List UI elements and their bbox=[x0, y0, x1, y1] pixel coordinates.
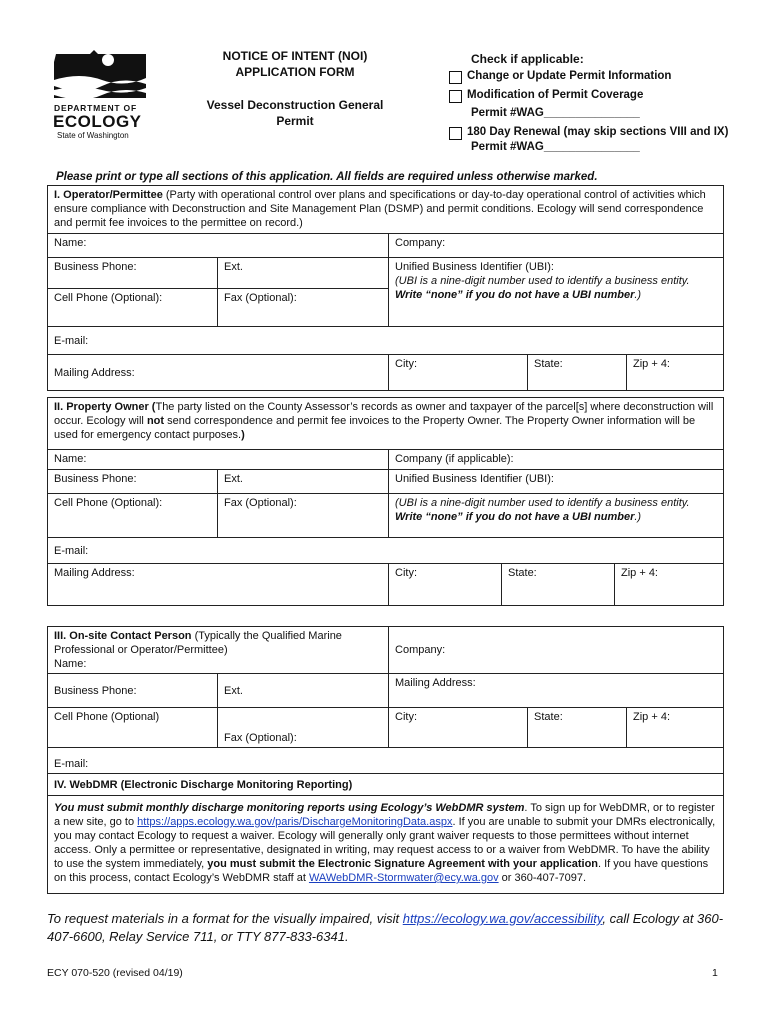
accessibility-link[interactable]: https://ecology.wa.gov/accessibility bbox=[402, 911, 603, 926]
section1-heading-title: I. Operator/Permittee bbox=[54, 189, 163, 201]
onsite-contact-company-field[interactable]: Company: bbox=[389, 627, 724, 674]
owner-fax-field[interactable]: Fax (Optional): bbox=[218, 494, 389, 538]
owner-ubi-end: .) bbox=[634, 511, 642, 523]
owner-business-phone-field[interactable]: Business Phone: bbox=[48, 470, 218, 494]
section1-heading bbox=[48, 186, 724, 234]
onsite-contact-city-field[interactable]: City: bbox=[389, 708, 528, 748]
section2-heading-close: ) bbox=[241, 429, 245, 441]
owner-state-field[interactable]: State: bbox=[502, 564, 615, 606]
modification-label: Modification of Permit Coverage bbox=[467, 89, 644, 101]
logo-name: ECOLOGY bbox=[53, 112, 142, 131]
onsite-contact-email-field[interactable]: E-mail: bbox=[48, 748, 724, 774]
renewal-label: 180 Day Renewal (may skip sections VIII and IX) bbox=[467, 126, 729, 138]
form-subtitle bbox=[205, 97, 385, 129]
form-id: ECY 070-520 (revised 04/19) bbox=[47, 967, 183, 979]
onsite-contact-business-phone-field[interactable]: Business Phone: bbox=[48, 674, 218, 708]
owner-email-field[interactable]: E-mail: bbox=[48, 538, 724, 564]
onsite-contact-zip-field[interactable]: Zip + 4: bbox=[627, 708, 724, 748]
operator-zip-field[interactable]: Zip + 4: bbox=[627, 355, 724, 391]
section3-heading-title: III. On-site Contact Person bbox=[54, 630, 192, 642]
section2-heading-not: not bbox=[146, 415, 165, 427]
section-onsite-contact bbox=[47, 626, 724, 894]
change-permit-option bbox=[449, 70, 671, 84]
webdmr-text-a: . To sign up for WebDMR, or to register a new site, go to bbox=[54, 802, 715, 828]
operator-state-field[interactable]: State: bbox=[528, 355, 627, 391]
modification-option bbox=[449, 89, 643, 103]
owner-ubi-write: Write “none” if you do not have a UBI number bbox=[395, 511, 635, 523]
section-operator-permittee bbox=[47, 185, 724, 391]
renewal-option bbox=[449, 126, 728, 140]
operator-cell-phone-field[interactable]: Cell Phone (Optional): bbox=[48, 289, 218, 327]
section2-heading bbox=[48, 398, 724, 450]
logo-dept: DEPARTMENT OF bbox=[54, 103, 137, 113]
owner-mailing-address-field[interactable]: Mailing Address: bbox=[48, 564, 389, 606]
onsite-contact-name-cell[interactable] bbox=[48, 627, 389, 674]
owner-city-field[interactable]: City: bbox=[389, 564, 502, 606]
form-title bbox=[205, 48, 385, 80]
owner-ubi-note-cell bbox=[389, 494, 724, 538]
page-number: 1 bbox=[712, 967, 718, 979]
permit-wag-field-2[interactable]: Permit #WAG_______________ bbox=[471, 141, 640, 153]
onsite-contact-name-label: Name: bbox=[54, 658, 87, 670]
accessibility-text-a: To request materials in a format for the visually impaired, visit bbox=[47, 911, 403, 926]
section2-heading-text: The party listed on the County Assessor’s records as owner and taxpayer of the parcel[s] where deconstruction will occur. Ecology will bbox=[54, 401, 714, 427]
modification-checkbox[interactable] bbox=[449, 90, 462, 103]
owner-ubi-note: (UBI is a nine-digit number used to identify a business entity. bbox=[395, 497, 690, 509]
form-title-line2: APPLICATION FORM bbox=[235, 65, 355, 79]
operator-fax-field[interactable]: Fax (Optional): bbox=[218, 289, 389, 327]
section4-heading bbox=[48, 774, 724, 796]
section1-heading-text: (Party with operational control over plans and specifications or day-to-day operational control of activities which ensure compliance with Deconstruction and Site Management Plan (DSMP) and permit conditions. Ecology will send correspondence and permit fee invoices to the permittee on record.) bbox=[54, 189, 706, 229]
section2-heading-title: II. Property Owner ( bbox=[54, 401, 156, 413]
instructions: Please print or type all sections of this application. All fields are required unless otherwise marked. bbox=[56, 171, 598, 183]
owner-name-field[interactable]: Name: bbox=[48, 450, 389, 470]
section-property-owner bbox=[47, 397, 724, 606]
operator-name-field[interactable]: Name: bbox=[48, 234, 389, 258]
webdmr-text-b: . If you are unable to submit your DMRs electronically, you may contact Ecology to request a waiver. Ecology will generally only grant waiver requests to those permittees without internet access. Only a permittee or representative, designated in writing, may request access to or a waiver from WebDMR. To have the ability to use the system immediately, bbox=[54, 816, 716, 870]
operator-ubi-field[interactable] bbox=[389, 258, 724, 327]
owner-cell-phone-field[interactable]: Cell Phone (Optional): bbox=[48, 494, 218, 538]
onsite-contact-state-field[interactable]: State: bbox=[528, 708, 627, 748]
webdmr-email-link[interactable]: WAWebDMR-Stormwater@ecy.wa.gov bbox=[308, 872, 499, 884]
form-title-line1: NOTICE OF INTENT (NOI) bbox=[222, 49, 368, 63]
webdmr-must-submit: You must submit monthly discharge monitoring reports using Ecology’s WebDMR system bbox=[54, 802, 525, 814]
operator-ubi-label: Unified Business Identifier (UBI): bbox=[395, 261, 554, 273]
form-subtitle-line1: Vessel Deconstruction General bbox=[206, 98, 384, 112]
accessibility-text-b: , call Ecology at 360-407-6600, Relay Service 711, or TTY 877-833-6341. bbox=[47, 911, 724, 944]
permit-wag-field-1[interactable]: Permit #WAG_______________ bbox=[471, 107, 640, 119]
onsite-contact-mailing-address-field[interactable]: Mailing Address: bbox=[389, 674, 724, 708]
check-heading: Check if applicable: bbox=[471, 52, 584, 66]
webdmr-signup-link[interactable]: https://apps.ecology.wa.gov/paris/DischargeMonitoringData.aspx bbox=[137, 816, 453, 828]
operator-business-phone-field[interactable]: Business Phone: bbox=[48, 258, 218, 289]
webdmr-paragraph bbox=[48, 796, 724, 894]
operator-ubi-end: .) bbox=[634, 289, 642, 301]
accessibility-statement bbox=[47, 910, 737, 946]
operator-ext-field[interactable]: Ext. bbox=[218, 258, 389, 289]
operator-ubi-write: Write “none” if you do not have a UBI number bbox=[395, 289, 635, 301]
operator-email-field[interactable]: E-mail: bbox=[48, 327, 724, 355]
section4-heading-title: IV. WebDMR (Electronic Discharge Monitoring Reporting) bbox=[54, 778, 353, 791]
operator-city-field[interactable]: City: bbox=[389, 355, 528, 391]
onsite-contact-ext-field[interactable]: Ext. bbox=[218, 674, 389, 708]
operator-ubi-note: (UBI is a nine-digit number used to identify a business entity. bbox=[395, 275, 690, 287]
form-subtitle-line2: Permit bbox=[276, 114, 314, 128]
owner-company-field[interactable]: Company (if applicable): bbox=[389, 450, 724, 470]
operator-company-field[interactable]: Company: bbox=[389, 234, 724, 258]
onsite-contact-fax-field[interactable]: Fax (Optional): bbox=[218, 708, 389, 748]
logo-state: State of Washington bbox=[57, 131, 129, 140]
change-permit-checkbox[interactable] bbox=[449, 71, 462, 84]
operator-mailing-address-field[interactable]: Mailing Address: bbox=[48, 355, 389, 391]
onsite-contact-cell-phone-field[interactable]: Cell Phone (Optional) bbox=[48, 708, 218, 748]
section2-heading-text2: send correspondence and permit fee invoices to the Property Owner. The Property Owner information will be used for emergency contact purposes. bbox=[54, 415, 696, 441]
owner-zip-field[interactable]: Zip + 4: bbox=[615, 564, 724, 606]
change-permit-label: Change or Update Permit Information bbox=[467, 70, 672, 82]
section3-heading-text: (Typically the Qualified Marine Professional or Operator/Permittee) bbox=[54, 630, 342, 656]
webdmr-signature-agreement: you must submit the Electronic Signature Agreement with your application bbox=[207, 858, 599, 870]
owner-ubi-field[interactable]: Unified Business Identifier (UBI): bbox=[389, 470, 724, 494]
webdmr-text-c: . If you have questions on this process, contact Ecology’s WebDMR staff at bbox=[54, 858, 709, 884]
owner-ext-field[interactable]: Ext. bbox=[218, 470, 389, 494]
webdmr-text-d: or 360-407-7097. bbox=[498, 872, 587, 884]
renewal-checkbox[interactable] bbox=[449, 127, 462, 140]
